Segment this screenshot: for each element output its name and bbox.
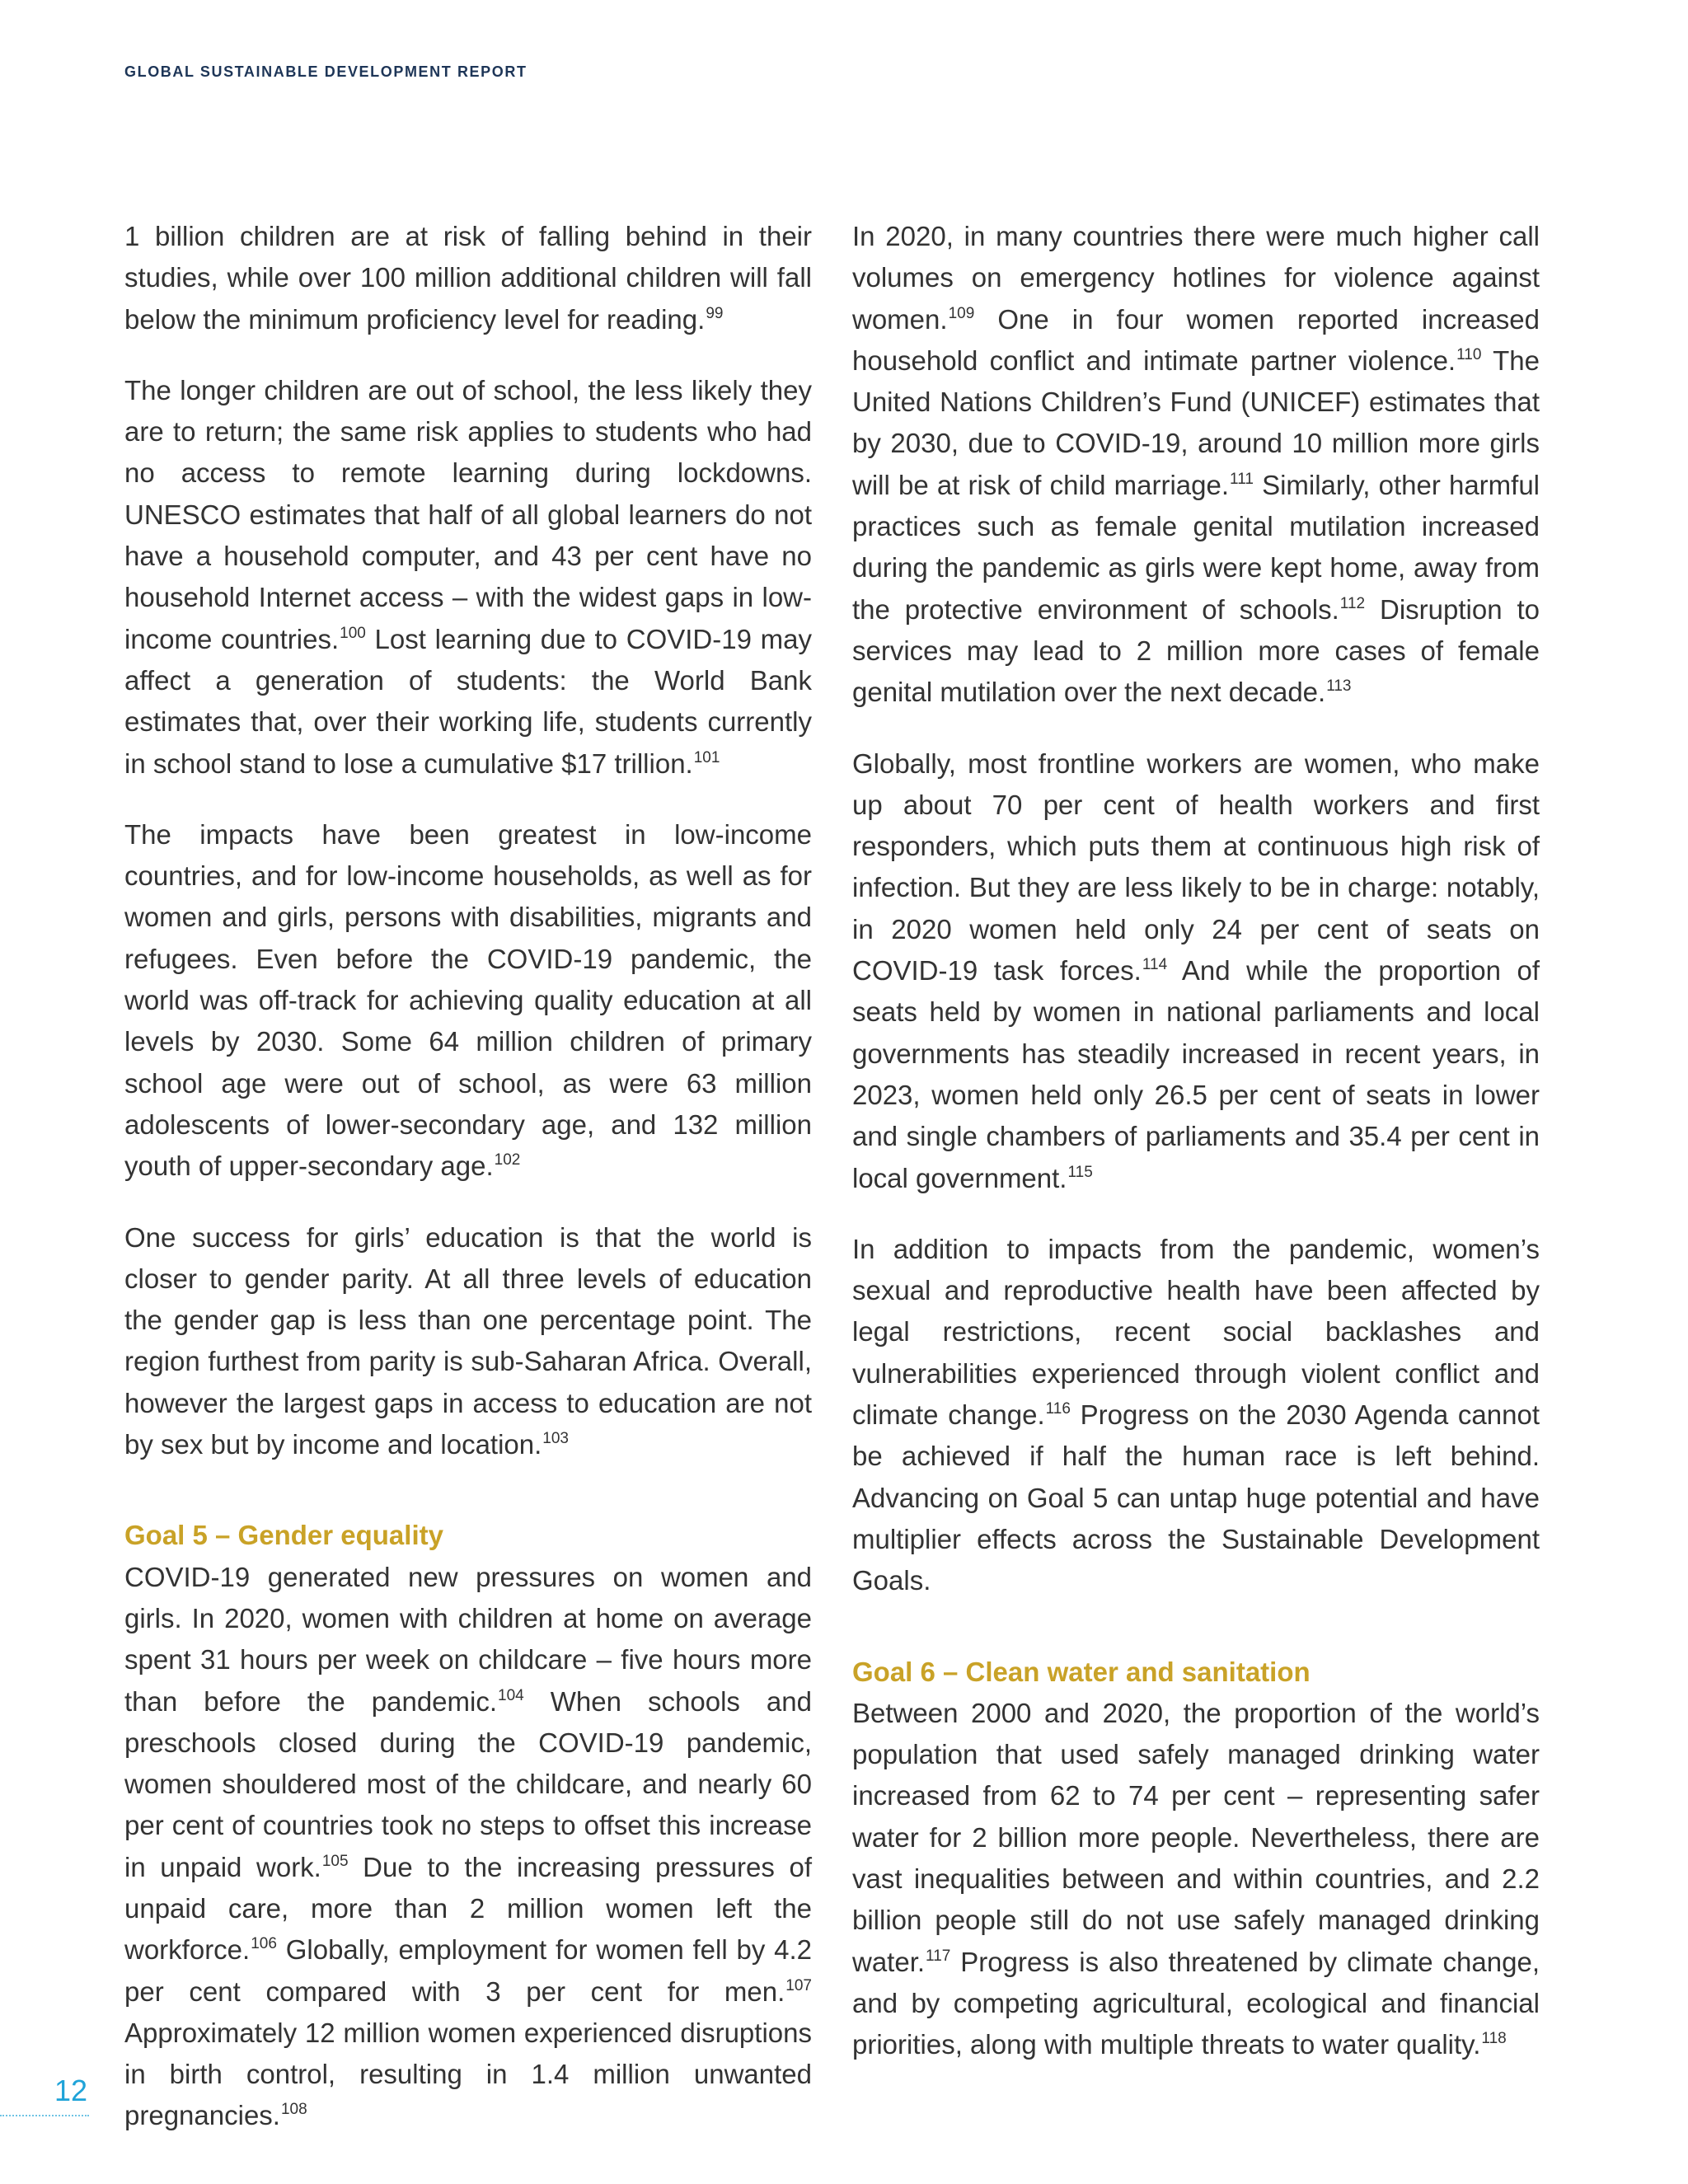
paragraph-text: In addition to impacts from the pandemic, women’s sexual and reproductive health have been affected by legal restrictions, recent social backlashes and vulnerabilities experienced through violent conflict and climate change. [852, 1233, 1540, 1431]
footnote-ref[interactable]: 102 [494, 1151, 521, 1169]
paragraph-text: Globally, most frontline workers are women, who make up about 70 per cent of health workers and first responders, which puts them at continuous high risk of infection. But they are less likely to be in charge: notably, in 2020 women held only 24 per cent of seats on COVID-19 task forces. [852, 748, 1540, 987]
paragraph-text: Approximately 12 million women experienced disruptions in birth control, resulting in 1.4 million unwanted pregnancies. [124, 2017, 812, 2131]
paragraph [124, 216, 812, 340]
footnote-ref[interactable]: 99 [706, 304, 724, 322]
footnote-ref[interactable]: 103 [542, 1430, 569, 1448]
footnote-ref[interactable]: 112 [1339, 594, 1366, 612]
goal-6-heading: Goal 6 – Clean water and sanitation [852, 1656, 1311, 1687]
paragraph-text: In 2020, in many countries there were much higher call volumes on emergency hotlines for violence against women. [852, 221, 1540, 335]
paragraph [124, 370, 812, 785]
footnote-ref[interactable]: 109 [948, 304, 975, 322]
paragraph-text: The impacts have been greatest in low-income countries, and for low-income households, as well as for women and girls, persons with disabilities, migrants and refugees. Even before the COVID-19 pandemic, the world was off-track for achieving quality education at all levels by 2030. Some 64 million children of primary school age were out of school, as were 63 million adolescents of lower-secondary age, and 132 million youth of upper-secondary age. [124, 818, 812, 1182]
paragraph-text: One in four women reported increased household conflict and intimate partner violence. [852, 303, 1540, 376]
left-column [124, 216, 812, 2167]
paragraph-text: Disruption to services may lead to 2 million more cases of female genital mutilation over the next decade. [852, 593, 1540, 708]
footnote-ref[interactable]: 115 [1067, 1163, 1093, 1181]
footnote-ref[interactable]: 110 [1456, 345, 1482, 363]
footnote-ref[interactable]: 105 [321, 1852, 349, 1870]
paragraph [852, 1693, 1540, 2066]
footnote-ref[interactable]: 117 [926, 1947, 951, 1965]
paragraph [124, 1217, 812, 1466]
footnote-ref[interactable]: 114 [1142, 956, 1168, 974]
paragraph-text: The longer children are out of school, the less likely they are to return; the same risk applies to students who had no access to remote learning during lockdowns. UNESCO estimates that half of all global learners do not have a household computer, and 43 per cent have no household Internet access – with the widest gaps in low-income countries. [124, 374, 812, 654]
footnote-ref[interactable]: 104 [498, 1686, 524, 1704]
footnote-ref[interactable]: 108 [280, 2101, 307, 2119]
goal-5-heading: Goal 5 – Gender equality [124, 1520, 443, 1551]
paragraph-text: When schools and preschools closed during the COVID-19 pandemic, women shouldered most of the childcare, and nearly 60 per cent of countries took no steps to offset this increase in unpaid work. [124, 1685, 812, 1882]
paragraph-text: The United Nations Children’s Fund (UNICEF) estimates that by 2030, due to COVID-19, around 10 million more girls will be at risk of child marriage. [852, 344, 1540, 500]
footnote-ref[interactable]: 118 [1481, 2030, 1507, 2048]
footnote-ref[interactable]: 106 [251, 1935, 277, 1953]
paragraph [124, 814, 812, 1188]
paragraph-text: Progress on the 2030 Agenda cannot be achieved if half the human race is left behind. Advancing on Goal 5 can untap huge potential and have multiplier effects across the Sustainable Development Goals. [852, 1399, 1540, 1596]
paragraph-text: Between 2000 and 2020, the proportion of the world’s population that used safely managed drinking water increased from 62 to 74 per cent – representing safer water for 2 billion more people. Nevertheless, there are vast inequalities between and within countries, and 2.2 billion people still do not use safely managed drinking water. [852, 1697, 1540, 1977]
footnote-ref[interactable]: 101 [693, 748, 720, 766]
paragraph-text: COVID-19 generated new pressures on women and girls. In 2020, women with children at home on average spent 31 hours per week on childcare – five hours more than before the pandemic. [124, 1561, 812, 1717]
page-number: 12 [54, 2074, 88, 2107]
paragraph [852, 1229, 1540, 1602]
paragraph-text: Lost learning due to COVID-19 may affect a generation of students: the World Bank estimates that, over their working life, students currently in school stand to lose a cumulative $17 trillion. [124, 623, 812, 779]
running-header: GLOBAL SUSTAINABLE DEVELOPMENT REPORT [124, 63, 528, 80]
paragraph-text: Globally, employment for women fell by 4.2 per cent compared with 3 per cent for men. [124, 1934, 812, 2007]
footnote-ref[interactable]: 100 [340, 624, 366, 642]
paragraph-text: One success for girls’ education is that the world is closer to gender parity. At all three levels of education the gender gap is less than one percentage point. The region furthest from parity is sub-Saharan Africa. Overall, however the largest gaps in access to education are not by sex but by income and location. [124, 1221, 812, 1460]
paragraph-text: 1 billion children are at risk of falling behind in their studies, while over 100 million additional children will fall below the minimum proficiency level for reading. [124, 221, 812, 335]
right-column [852, 216, 1540, 2095]
paragraph-text: Due to the increasing pressures of unpaid care, more than 2 million women left the workforce. [124, 1851, 812, 1966]
paragraph [124, 1557, 812, 2137]
footnote-ref[interactable]: 111 [1230, 470, 1254, 488]
footnote-ref[interactable]: 116 [1045, 1400, 1071, 1418]
paragraph [852, 216, 1540, 714]
paragraph-text: Progress is also threatened by climate change, and by competing agricultural, ecological and financial priorities, along with multiple threats to water quality. [852, 1946, 1540, 2060]
paragraph-text: And while the proportion of seats held by women in national parliaments and local governments has steadily increased in recent years, in 2023, women held only 26.5 per cent of seats in lower and single chambers of parliaments and 35.4 per cent in local government. [852, 955, 1540, 1193]
footnote-ref[interactable]: 113 [1326, 677, 1352, 696]
footnote-ref[interactable]: 107 [785, 1976, 812, 1994]
paragraph-text: Similarly, other harmful practices such as female genital mutilation increased during the pandemic as girls were kept home, away from the protective environment of schools. [852, 469, 1540, 625]
page-number-rule [0, 2115, 89, 2116]
paragraph [852, 743, 1540, 1199]
